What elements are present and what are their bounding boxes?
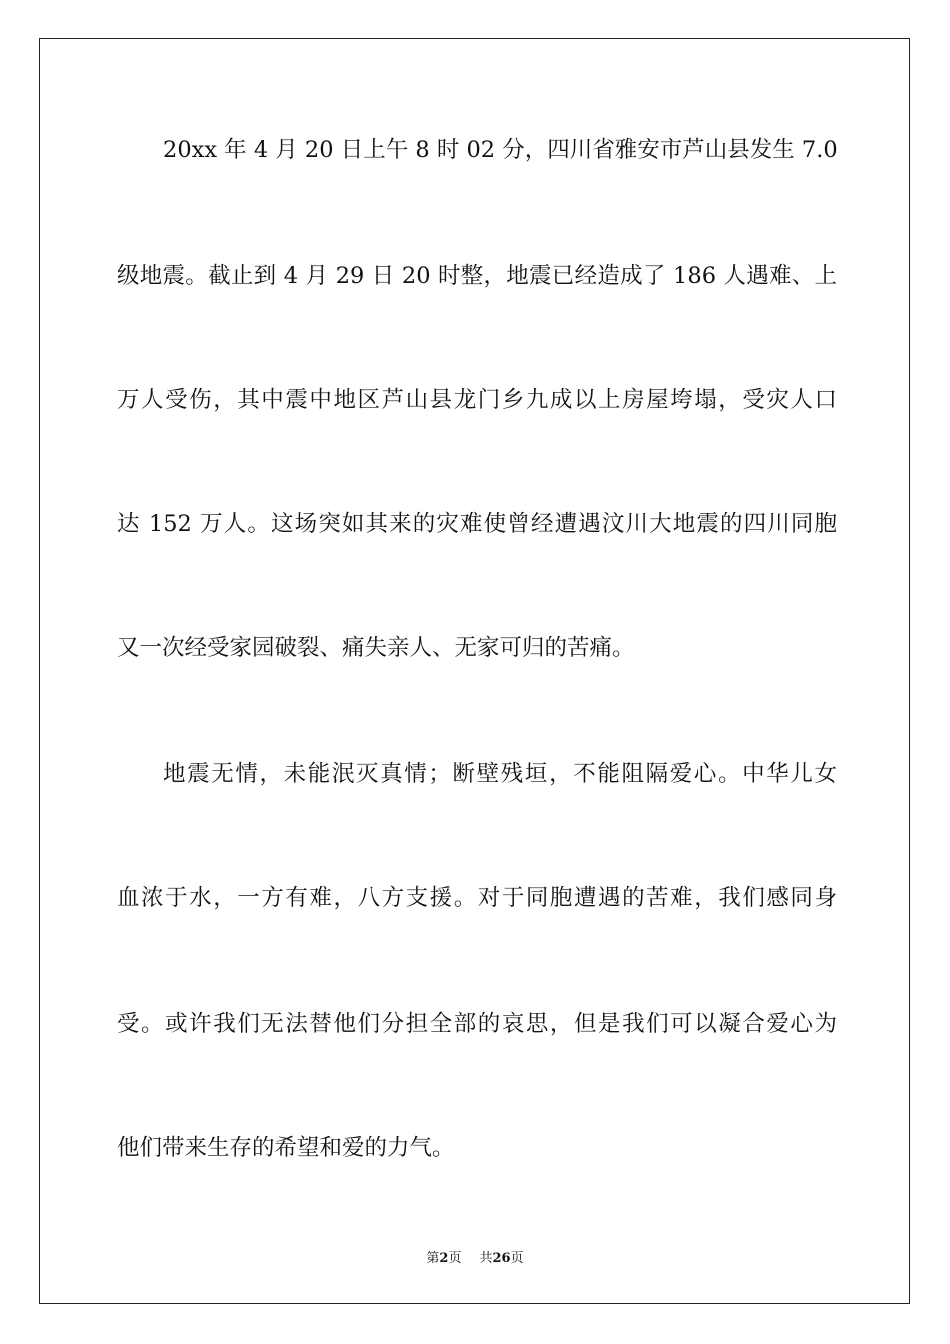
page-border bbox=[39, 38, 910, 1304]
paragraph-1-line-3: 万人受伤，其中震中地区芦山县龙门乡九成以上房屋垮塌，受灾人口 bbox=[117, 387, 837, 413]
paragraph-2-line-3: 受。或许我们无法替他们分担全部的哀思，但是我们可以凝合爱心为 bbox=[117, 1011, 837, 1037]
paragraph-1-line-4: 达 152 万人。这场突如其来的灾难使曾经遭遇汶川大地震的四川同胞 bbox=[117, 511, 837, 537]
footer-page-number: 2 bbox=[439, 1251, 449, 1266]
paragraph-1-line-2: 级地震。截止到 4 月 29 日 20 时整，地震已经造成了 186 人遇难、上 bbox=[117, 263, 837, 289]
footer-page-prefix: 第 bbox=[426, 1251, 440, 1266]
paragraph-1-line-5: 又一次经受家园破裂、痛失亲人、无家可归的苦痛。 bbox=[117, 635, 635, 661]
footer-page-suffix: 页 bbox=[448, 1251, 462, 1266]
paragraph-2-line-4: 他们带来生存的希望和爱的力气。 bbox=[117, 1135, 455, 1161]
footer-total-pages: 26 bbox=[492, 1251, 511, 1266]
paragraph-2-line-2: 血浓于水，一方有难，八方支援。对于同胞遭遇的苦难，我们感同身 bbox=[117, 885, 837, 911]
footer-total-prefix: 共 bbox=[479, 1251, 493, 1266]
paragraph-2-line-1: 地震无情，未能泯灭真情；断壁残垣，不能阻隔爱心。中华儿女 bbox=[163, 761, 837, 787]
page-footer bbox=[0, 1247, 950, 1266]
paragraph-1-line-1: 20xx 年 4 月 20 日上午 8 时 02 分，四川省雅安市芦山县发生 7.0 bbox=[163, 137, 838, 163]
footer-total-suffix: 页 bbox=[510, 1251, 524, 1266]
